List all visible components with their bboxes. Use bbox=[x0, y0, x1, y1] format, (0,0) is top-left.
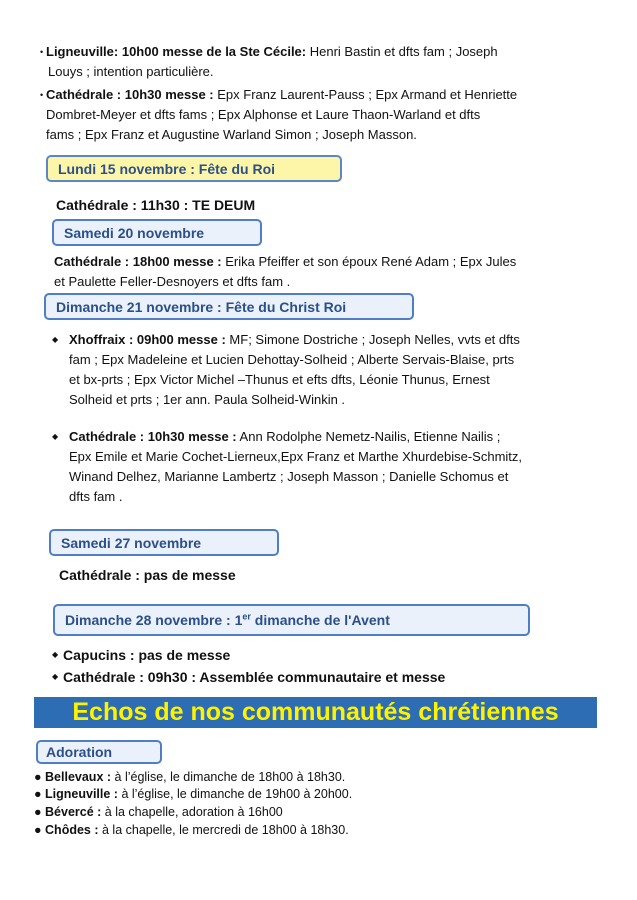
adoration-header: Adoration bbox=[36, 740, 162, 764]
adoration-text: à la chapelle, adoration à 16h00 bbox=[101, 805, 283, 819]
entry-text: et Paulette Feller-Desnoyers et dfts fam . bbox=[54, 274, 291, 289]
cathedrale21-entry bbox=[69, 427, 594, 507]
diamond-bullet-icon: ◆ bbox=[52, 432, 59, 441]
bullet-icon: • bbox=[40, 90, 44, 100]
xhoffraix-entry bbox=[69, 330, 594, 410]
entry-place: Ligneuville: 10h00 messe de la Ste Cécile: bbox=[46, 44, 307, 59]
adoration-text: à l’église, le dimanche de 18h00 à 18h30. bbox=[111, 770, 346, 784]
entry-text: Solheid et prts ; 1er ann. Paula Solheid-Winkin . bbox=[69, 392, 346, 407]
dimanche28-item: Capucins : pas de messe bbox=[63, 647, 231, 663]
adoration-place: Ligneuville : bbox=[45, 787, 118, 801]
adoration-place: Bellevaux : bbox=[45, 770, 112, 784]
adoration-text: à l’église, le dimanche de 19h00 à 20h00. bbox=[117, 787, 353, 801]
adoration-place: Chôdes : bbox=[45, 823, 99, 837]
samedi20-entry bbox=[54, 252, 594, 292]
cathedrale-entry bbox=[46, 85, 594, 145]
dimanche28-header bbox=[53, 604, 530, 636]
entry-text: Epx Emile et Marie Cochet-Lierneux,Epx Franz et Marthe Xhurdebise-Schmitz, bbox=[69, 449, 523, 464]
header-sup: er bbox=[242, 611, 251, 622]
lundi-line: Cathédrale : 11h30 : TE DEUM bbox=[56, 197, 256, 213]
diamond-bullet-icon: ◆ bbox=[52, 650, 59, 659]
adoration-item: ● Bellevaux : à l’église, le dimanche de 18h00 à 18h30. bbox=[34, 770, 346, 784]
adoration-place: Bévercé : bbox=[45, 805, 102, 819]
entry-text: Erika Pfeiffer et son époux René Adam ; Epx Jules bbox=[225, 254, 517, 269]
entry-place: Cathédrale : 18h00 messe : bbox=[54, 254, 222, 269]
entry-text: Louys ; intention particulière. bbox=[48, 64, 214, 79]
diamond-bullet-icon: ◆ bbox=[52, 335, 59, 344]
entry-text: Epx Franz Laurent-Pauss ; Epx Armand et Henriette bbox=[217, 87, 518, 102]
entry-text: MF; Simone Dostriche ; Joseph Nelles, vvts et dfts bbox=[229, 332, 520, 347]
bullet-icon: • bbox=[40, 47, 44, 57]
dimanche21-header: Dimanche 21 novembre : Fête du Christ Roi bbox=[44, 293, 414, 320]
entry-text: Ann Rodolphe Nemetz-Nailis, Etienne Nailis ; bbox=[239, 429, 501, 444]
entry-place: Xhoffraix : 09h00 messe : bbox=[69, 332, 226, 347]
entry-text: Dombret-Meyer et dfts fams ; Epx Alphonse et Laure Thaon-Warland et dfts bbox=[46, 107, 481, 122]
adoration-item: ● Ligneuville : à l’église, le dimanche de 19h00 à 20h00. bbox=[34, 787, 353, 801]
lundi-header: Lundi 15 novembre : Fête du Roi bbox=[46, 155, 342, 182]
entry-text: fams ; Epx Franz et Augustine Warland Simon ; Joseph Masson. bbox=[46, 127, 417, 142]
samedi27-header: Samedi 27 novembre bbox=[49, 529, 279, 556]
section-banner: Echos de nos communautés chrétiennes bbox=[34, 697, 597, 728]
samedi20-header: Samedi 20 novembre bbox=[52, 219, 262, 246]
header-text: dimanche de l'Avent bbox=[250, 612, 390, 628]
ligneuville-entry bbox=[46, 42, 594, 82]
entry-place: Cathédrale : 10h30 messe : bbox=[46, 87, 214, 102]
entry-place: Cathédrale : 10h30 messe : bbox=[69, 429, 237, 444]
adoration-item: ● Bévercé : à la chapelle, adoration à 16h00 bbox=[34, 805, 283, 819]
samedi27-line: Cathédrale : pas de messe bbox=[59, 567, 236, 583]
dimanche28-item: Cathédrale : 09h30 : Assemblée communautaire et messe bbox=[63, 669, 446, 685]
entry-text: dfts fam . bbox=[69, 489, 123, 504]
adoration-item: ● Chôdes : à la chapelle, le mercredi de 18h00 à 18h30. bbox=[34, 823, 349, 837]
entry-text: et bx-prts ; Epx Victor Michel –Thunus et efts dfts, Léonie Thunus, Ernest bbox=[69, 372, 490, 387]
adoration-text: à la chapelle, le mercredi de 18h00 à 18h30. bbox=[98, 823, 349, 837]
diamond-bullet-icon: ◆ bbox=[52, 672, 59, 681]
header-text: Dimanche 28 novembre : 1 bbox=[65, 612, 243, 628]
entry-text: Winand Delhez, Marianne Lambertz ; Joseph Masson ; Danielle Schomus et bbox=[69, 469, 509, 484]
entry-text: fam ; Epx Madeleine et Lucien Dehottay-Solheid ; Alberte Servais-Blaise, prts bbox=[69, 352, 515, 367]
entry-text: Henri Bastin et dfts fam ; Joseph bbox=[309, 44, 498, 59]
